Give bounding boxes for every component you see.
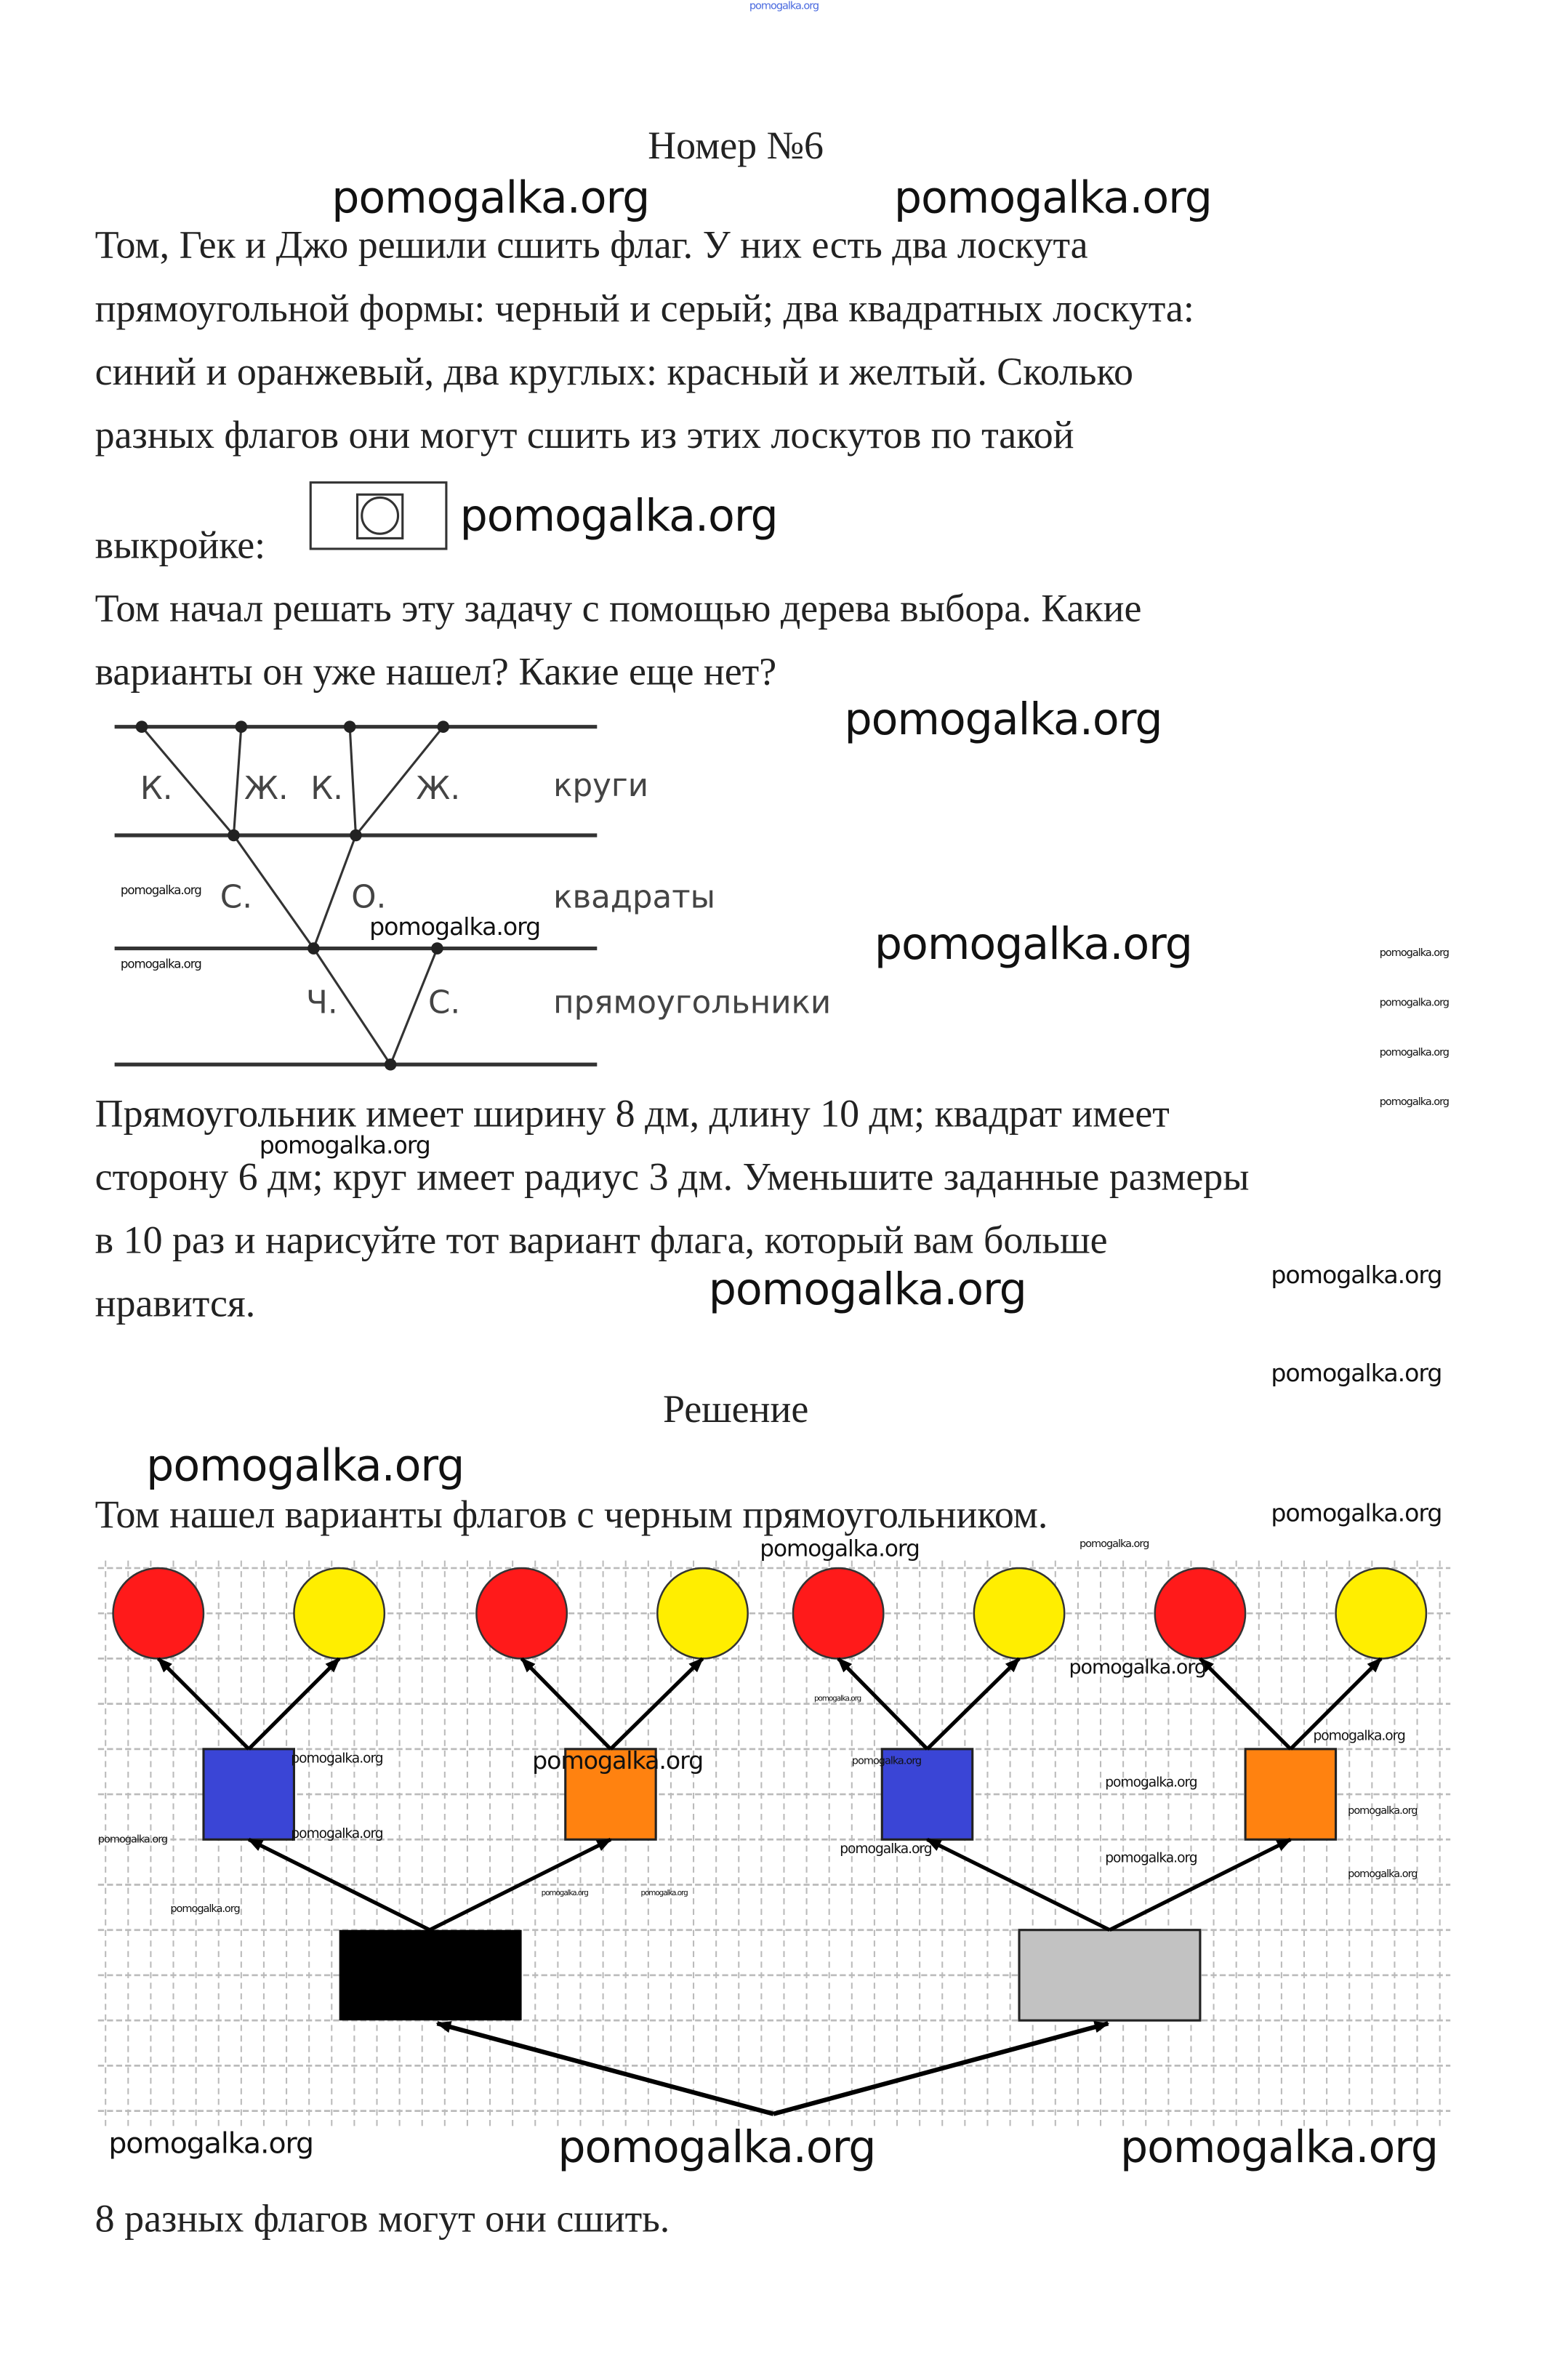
watermark: pomogalka.org <box>532 1746 704 1775</box>
watermark: pomogalka.org <box>1079 1538 1149 1551</box>
watermark: pomogalka.org <box>851 1755 922 1767</box>
watermark: pomogalka.org <box>120 883 201 898</box>
watermark: pomogalka.org <box>459 490 778 542</box>
red-circle <box>476 1568 566 1658</box>
question-line: варианты он уже нашел? Какие еще нет? <box>95 649 777 694</box>
watermark: pomogalka.org <box>1069 1657 1206 1680</box>
black-rectangle <box>339 1930 522 2020</box>
watermark: pomogalka.org <box>1379 1096 1449 1109</box>
tree-label: К. <box>310 771 344 808</box>
watermark: pomogalka.org <box>1379 947 1449 960</box>
watermark: pomogalka.org <box>97 1833 168 1846</box>
watermark: pomogalka.org <box>1271 1498 1442 1527</box>
watermark: pomogalka.org <box>1105 1776 1197 1791</box>
solution-answer: 8 разных флагов могут они сшить. <box>95 2196 670 2241</box>
watermark: pomogalka.org <box>844 694 1162 745</box>
watermark: pomogalka.org <box>1313 1729 1405 1745</box>
orange-square <box>1245 1749 1335 1839</box>
problem-line: синий и оранжевый, два круглых: красный и желтый. Сколько <box>95 350 1133 394</box>
tree-label: Ж. <box>244 771 289 808</box>
problem-line: выкройке: <box>95 523 266 567</box>
arrow <box>773 2023 1108 2113</box>
tree-row-label: круги <box>553 768 649 805</box>
watermark: pomogalka.org <box>1105 1851 1197 1867</box>
size-line: Прямоугольник имеет ширину 8 дм, длину 10 дм; квадрат имеет <box>95 1091 1170 1136</box>
solution-intro: Том нашел варианты флагов с черным прямоугольником. <box>95 1493 1048 1537</box>
watermark: pomogalka.org <box>541 1889 588 1899</box>
tree-label: С. <box>220 879 253 916</box>
size-line: сторону 6 дм; круг имеет радиус 3 дм. Уменьшите заданные размеры <box>95 1154 1250 1199</box>
tree-label: Ж. <box>416 771 461 808</box>
watermark: pomogalka.org <box>291 1751 383 1767</box>
watermark: pomogalka.org <box>1379 1046 1449 1059</box>
watermark: pomogalka.org <box>369 912 541 941</box>
question-line: Том начал решать эту задачу с помощью дерева выбора. Какие <box>95 586 1142 630</box>
watermark: pomogalka.org <box>558 2121 876 2173</box>
yellow-circle <box>974 1568 1064 1658</box>
site-tag[interactable]: pomogalka.org <box>749 0 819 12</box>
watermark: pomogalka.org <box>893 172 1212 223</box>
problem-line: прямоугольной формы: черный и серый; два квадратных лоскута: <box>95 286 1194 331</box>
size-line: нравится. <box>95 1281 256 1326</box>
gray-rectangle <box>1019 1930 1200 2020</box>
watermark: pomogalka.org <box>1271 1260 1442 1290</box>
tree-label: К. <box>140 771 173 808</box>
tree-label: О. <box>351 879 387 916</box>
watermark: pomogalka.org <box>640 1889 688 1899</box>
watermark: pomogalka.org <box>840 1842 932 1858</box>
tree-label: Ч. <box>306 984 338 1021</box>
arrow <box>928 1839 1110 1929</box>
red-circle <box>793 1568 883 1658</box>
watermark: pomogalka.org <box>259 1130 430 1160</box>
yellow-circle <box>1336 1568 1426 1658</box>
watermark: pomogalka.org <box>874 918 1192 970</box>
watermark: pomogalka.org <box>760 1535 920 1562</box>
watermark: pomogalka.org <box>1348 1804 1418 1817</box>
problem-line: разных флагов они могут сшить из этих лоскутов по такой <box>95 413 1074 457</box>
watermark: pomogalka.org <box>1271 1358 1442 1388</box>
watermark: pomogalka.org <box>1348 1868 1418 1881</box>
solution-title: Решение <box>662 1387 809 1431</box>
watermark: pomogalka.org <box>1119 2121 1439 2173</box>
size-line: в 10 раз и нарисуйте тот вариант флага, который вам больше <box>95 1218 1108 1262</box>
tree-row-label: прямоугольники <box>553 984 832 1021</box>
arrow <box>437 2023 773 2113</box>
red-circle <box>1155 1568 1245 1658</box>
page-title: Номер №6 <box>648 124 824 168</box>
watermark: pomogalka.org <box>291 1827 383 1843</box>
watermark: pomogalka.org <box>813 1695 861 1704</box>
problem-line: Том, Гек и Джо решили сшить флаг. У них есть два лоскута <box>95 222 1088 268</box>
watermark: pomogalka.org <box>708 1264 1026 1315</box>
watermark: pomogalka.org <box>170 1903 240 1915</box>
watermark: pomogalka.org <box>120 957 201 971</box>
watermark: pomogalka.org <box>331 172 650 223</box>
yellow-circle <box>657 1568 747 1658</box>
tree-label: С. <box>428 984 461 1021</box>
blue-square <box>204 1749 294 1839</box>
watermark: pomogalka.org <box>1379 996 1449 1009</box>
yellow-circle <box>294 1568 384 1658</box>
red-circle <box>113 1568 204 1658</box>
watermark: pomogalka.org <box>146 1439 465 1492</box>
tree-row-label: квадраты <box>553 879 716 916</box>
watermark: pomogalka.org <box>108 2127 314 2161</box>
